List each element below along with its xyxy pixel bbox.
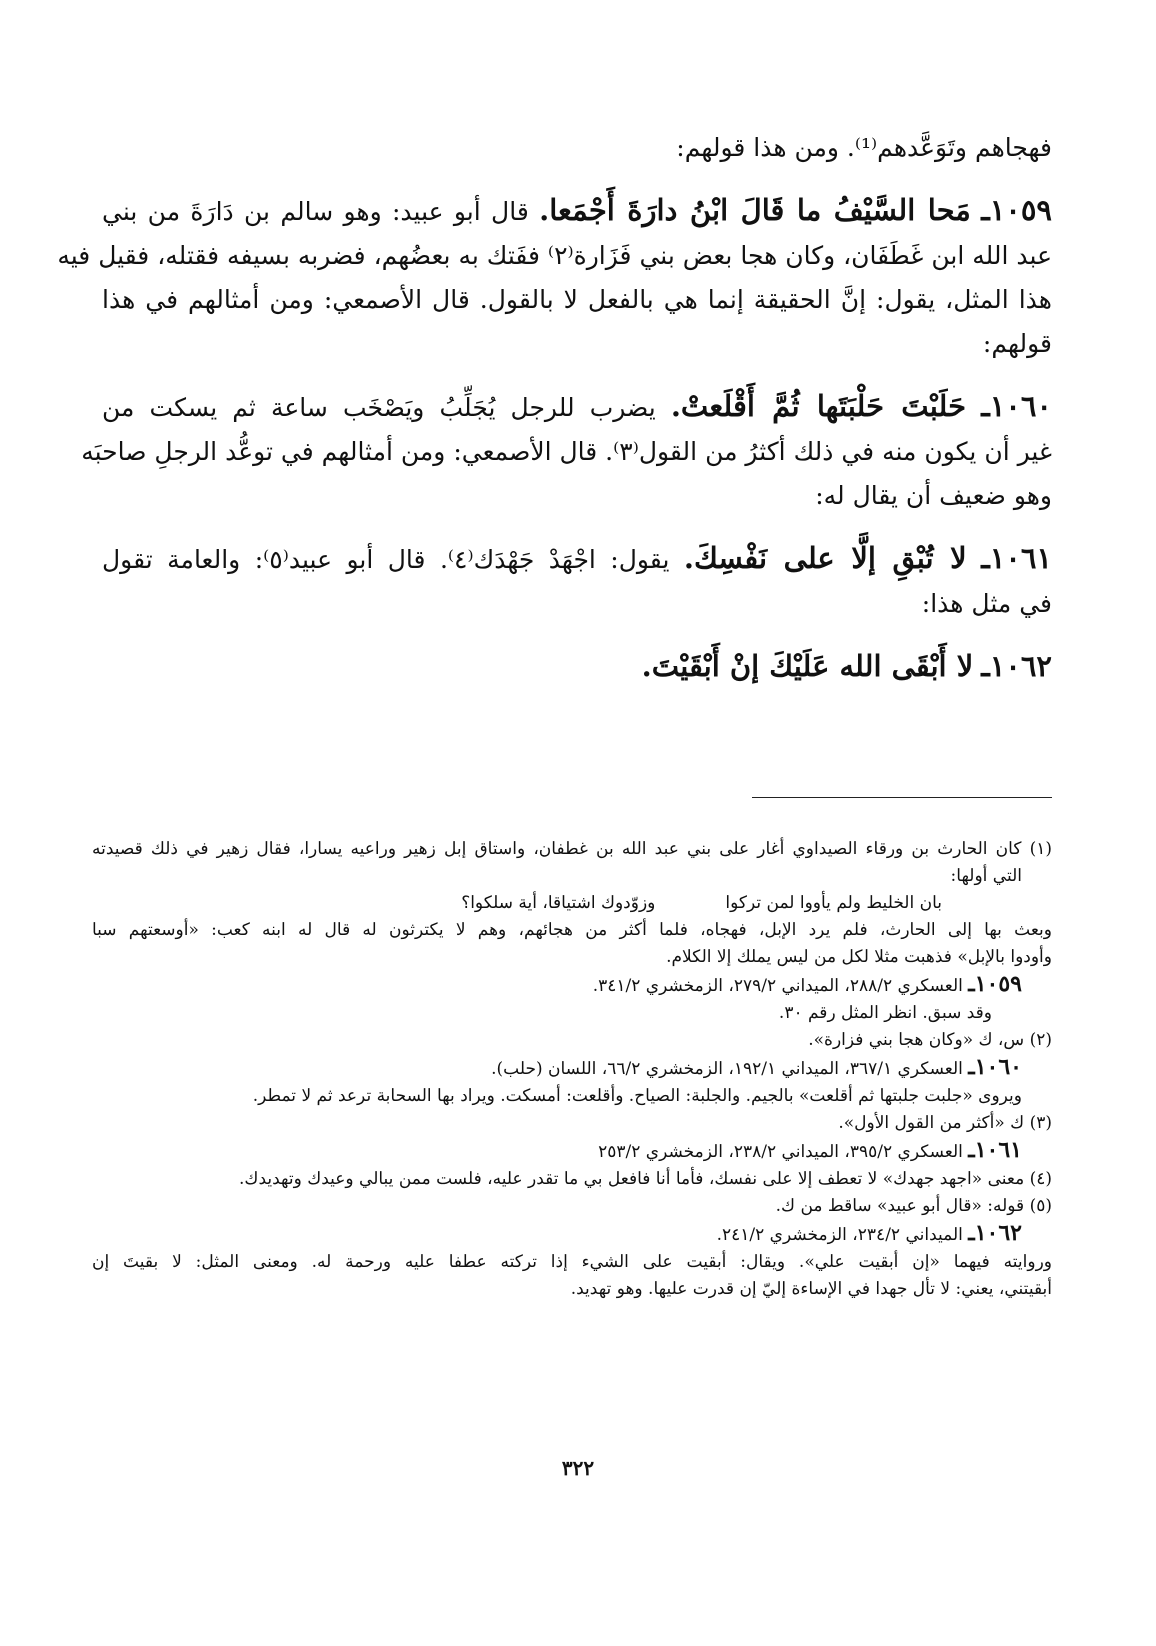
source-1059-text: العسكري ٢٨٨/٢، الميداني ٢٧٩/٢، الزمخشري ٣٤١/٢. <box>592 976 963 996</box>
footnote-1-verse <box>92 890 1052 917</box>
entry-1060-text-1: يضرب للرجل يُجَلِّبُ ويَصْخَب ساعة ثم يسكت من <box>102 393 656 422</box>
source-1061-number: ١٠٦١ـ <box>968 1137 1022 1163</box>
source-1061-text: العسكري ٣٩٥/٢، الميداني ٢٣٨/٢، الزمخشري ٢٥٣/٢ <box>598 1142 963 1162</box>
entry-1060-proverb: حَلَبْتَ حَلْبَتَها ثُمَّ أَقْلَعتْ. <box>670 389 967 423</box>
entry-1062-proverb: لا أَبْقَى الله عَلَيْكَ إنْ أَبْقَيْتَ. <box>641 649 974 683</box>
entry-1062-number: ١٠٦٢ـ <box>981 649 1052 683</box>
footnote-3: (٣) ك «أكثر من القول الأول». <box>838 1113 1052 1133</box>
entry-1060-line-1 <box>102 384 1052 430</box>
source-1059-number: ١٠٥٩ـ <box>968 971 1022 997</box>
footnote-separator <box>752 797 1052 798</box>
source-1062 <box>92 1220 1052 1249</box>
footnote-5: (٥) قوله: «قال أبو عبيد» ساقط من ك. <box>775 1196 1052 1216</box>
verse-second-hemistich: وزوّدوك اشتياقا، أية سلكوا؟ <box>461 893 656 913</box>
source-1060-number: ١٠٦٠ـ <box>968 1054 1022 1080</box>
entry-1059-line-1 <box>102 188 1052 234</box>
entry-1059-number: ١٠٥٩ـ <box>981 193 1052 227</box>
entry-1061-line-1 <box>102 536 1052 582</box>
intro-line: فهجاهم وتَوَعَّدهم⁽¹⁾. ومن هذا قولهم: <box>676 133 1052 162</box>
source-1062-line-2: أبقيتني، يعني: لا تأل جهدا في الإساءة إليّ إن قدرت عليها. وهو تهديد. <box>570 1279 1052 1299</box>
entry-1059-line-4: قولهم: <box>982 329 1052 358</box>
footnote-1-line-2: التي أولها: <box>950 866 1022 886</box>
entry-1059-proverb: مَحا السَّيْفُ ما قَالَ ابْنُ دارَةَ أَجْمَعا. <box>539 193 971 227</box>
footnote-2: (٢) س، ك «وكان هجا بني فزارة». <box>808 1030 1052 1050</box>
footnote-1-line-1: (١) كان الحارث بن ورقاء الصيداوي أغار على بني عبد الله بن غطفان، واستاق إبل زهير وراعيه يسارا، فقال زهير في ذلك قصيدته <box>92 839 1052 859</box>
source-1060-text: العسكري ٣٦٧/١، الميداني ١٩٢/١، الزمخشري ٦٦/٢، اللسان (حلب). <box>491 1059 963 1079</box>
entry-1059-line-3: هذا المثل، يقول: إنَّ الحقيقة إنما هي بالفعل لا بالقول. قال الأصمعي: ومن أمثالهم في هذا <box>102 285 1052 314</box>
entry-1060-line-3: وهو ضعيف أن يقال له: <box>815 481 1052 510</box>
entry-1059-line-2: عبد الله ابن غَطَفَان، وكان هجا بعض بني فَزَارة⁽٢⁾ ففَتك به بعضُهم، فضربه بسيفه فقتله، فقيل فيه <box>57 241 1052 270</box>
source-1061 <box>92 1137 1052 1166</box>
entry-1061-proverb: لا تُبْقِ إلَّا على نَفْسِكَ. <box>683 541 967 575</box>
page-number: ٣٢٢ <box>561 1456 595 1480</box>
entry-1060-line-2: غير أن يكون منه في ذلك أكثرُ من القول⁽٣⁾. قال الأصمعي: ومن أمثالهم في توعُّد الرجلِ صاحبَه <box>81 437 1052 466</box>
footnote-1-line-3: وبعث بها إلى الحارث، فلم يرد الإبل، فهجاه، فلما أكثر من هجائهم، وهم لا يكترثون له قال له ابنه كعب: «أوسعتهم سبا <box>92 920 1052 940</box>
verse-first-hemistich: بان الخليط ولم يأووا لمن تركوا <box>725 893 942 913</box>
entry-1061-text-1: يقول: اجْهَدْ جَهْدَك⁽٤⁾. قال أبو عبيد⁽٥⁾: والعامة تقول <box>102 545 670 574</box>
entry-1062-line-1 <box>102 644 1052 690</box>
footnotes <box>92 836 1052 1303</box>
source-1059-note: وقد سبق. انظر المثل رقم ٣٠. <box>778 1003 992 1023</box>
source-1062-number: ١٠٦٢ـ <box>968 1220 1022 1246</box>
source-1060 <box>92 1054 1052 1083</box>
footnote-4: (٤) معنى «اجهد جهدك» لا تعطف إلا على نفسك، فأما أنا فافعل بي ما تقدر عليه، فلست ممن يبالي وعيدك وتهديدك. <box>239 1169 1052 1189</box>
source-1062-line-1: وروايته فيهما «إن أبقيت علي». ويقال: أبقيت على الشيء إذا تركته عطفا عليه ورحمة له. ومعنى المثل: لا بقيتَ إن <box>92 1252 1052 1272</box>
main-text <box>57 126 1053 690</box>
entry-1061-line-2: في مثل هذا: <box>921 589 1052 618</box>
source-1060-note: ويروى «جلبت جلبتها ثم أقلعت» بالجيم. والجلبة: الصياح. وأقلعت: أمسكت. ويراد بها السحابة ترعد ثم لا تمطر. <box>252 1086 1022 1106</box>
entry-1059-text-1: قال أبو عبيد: وهو سالم بن دَارَةَ من بني <box>102 197 529 226</box>
entry-1060-number: ١٠٦٠ـ <box>981 389 1053 423</box>
footnote-1-line-4: وأودوا بالإبل» فذهبت مثلا لكل من ليس يملك إلا الكلام. <box>666 947 1052 967</box>
source-1059 <box>92 971 1052 1000</box>
entry-1061-number: ١٠٦١ـ <box>981 541 1052 575</box>
source-1062-text: الميداني ٢٣٤/٢، الزمخشري ٢٤١/٢. <box>716 1225 963 1245</box>
